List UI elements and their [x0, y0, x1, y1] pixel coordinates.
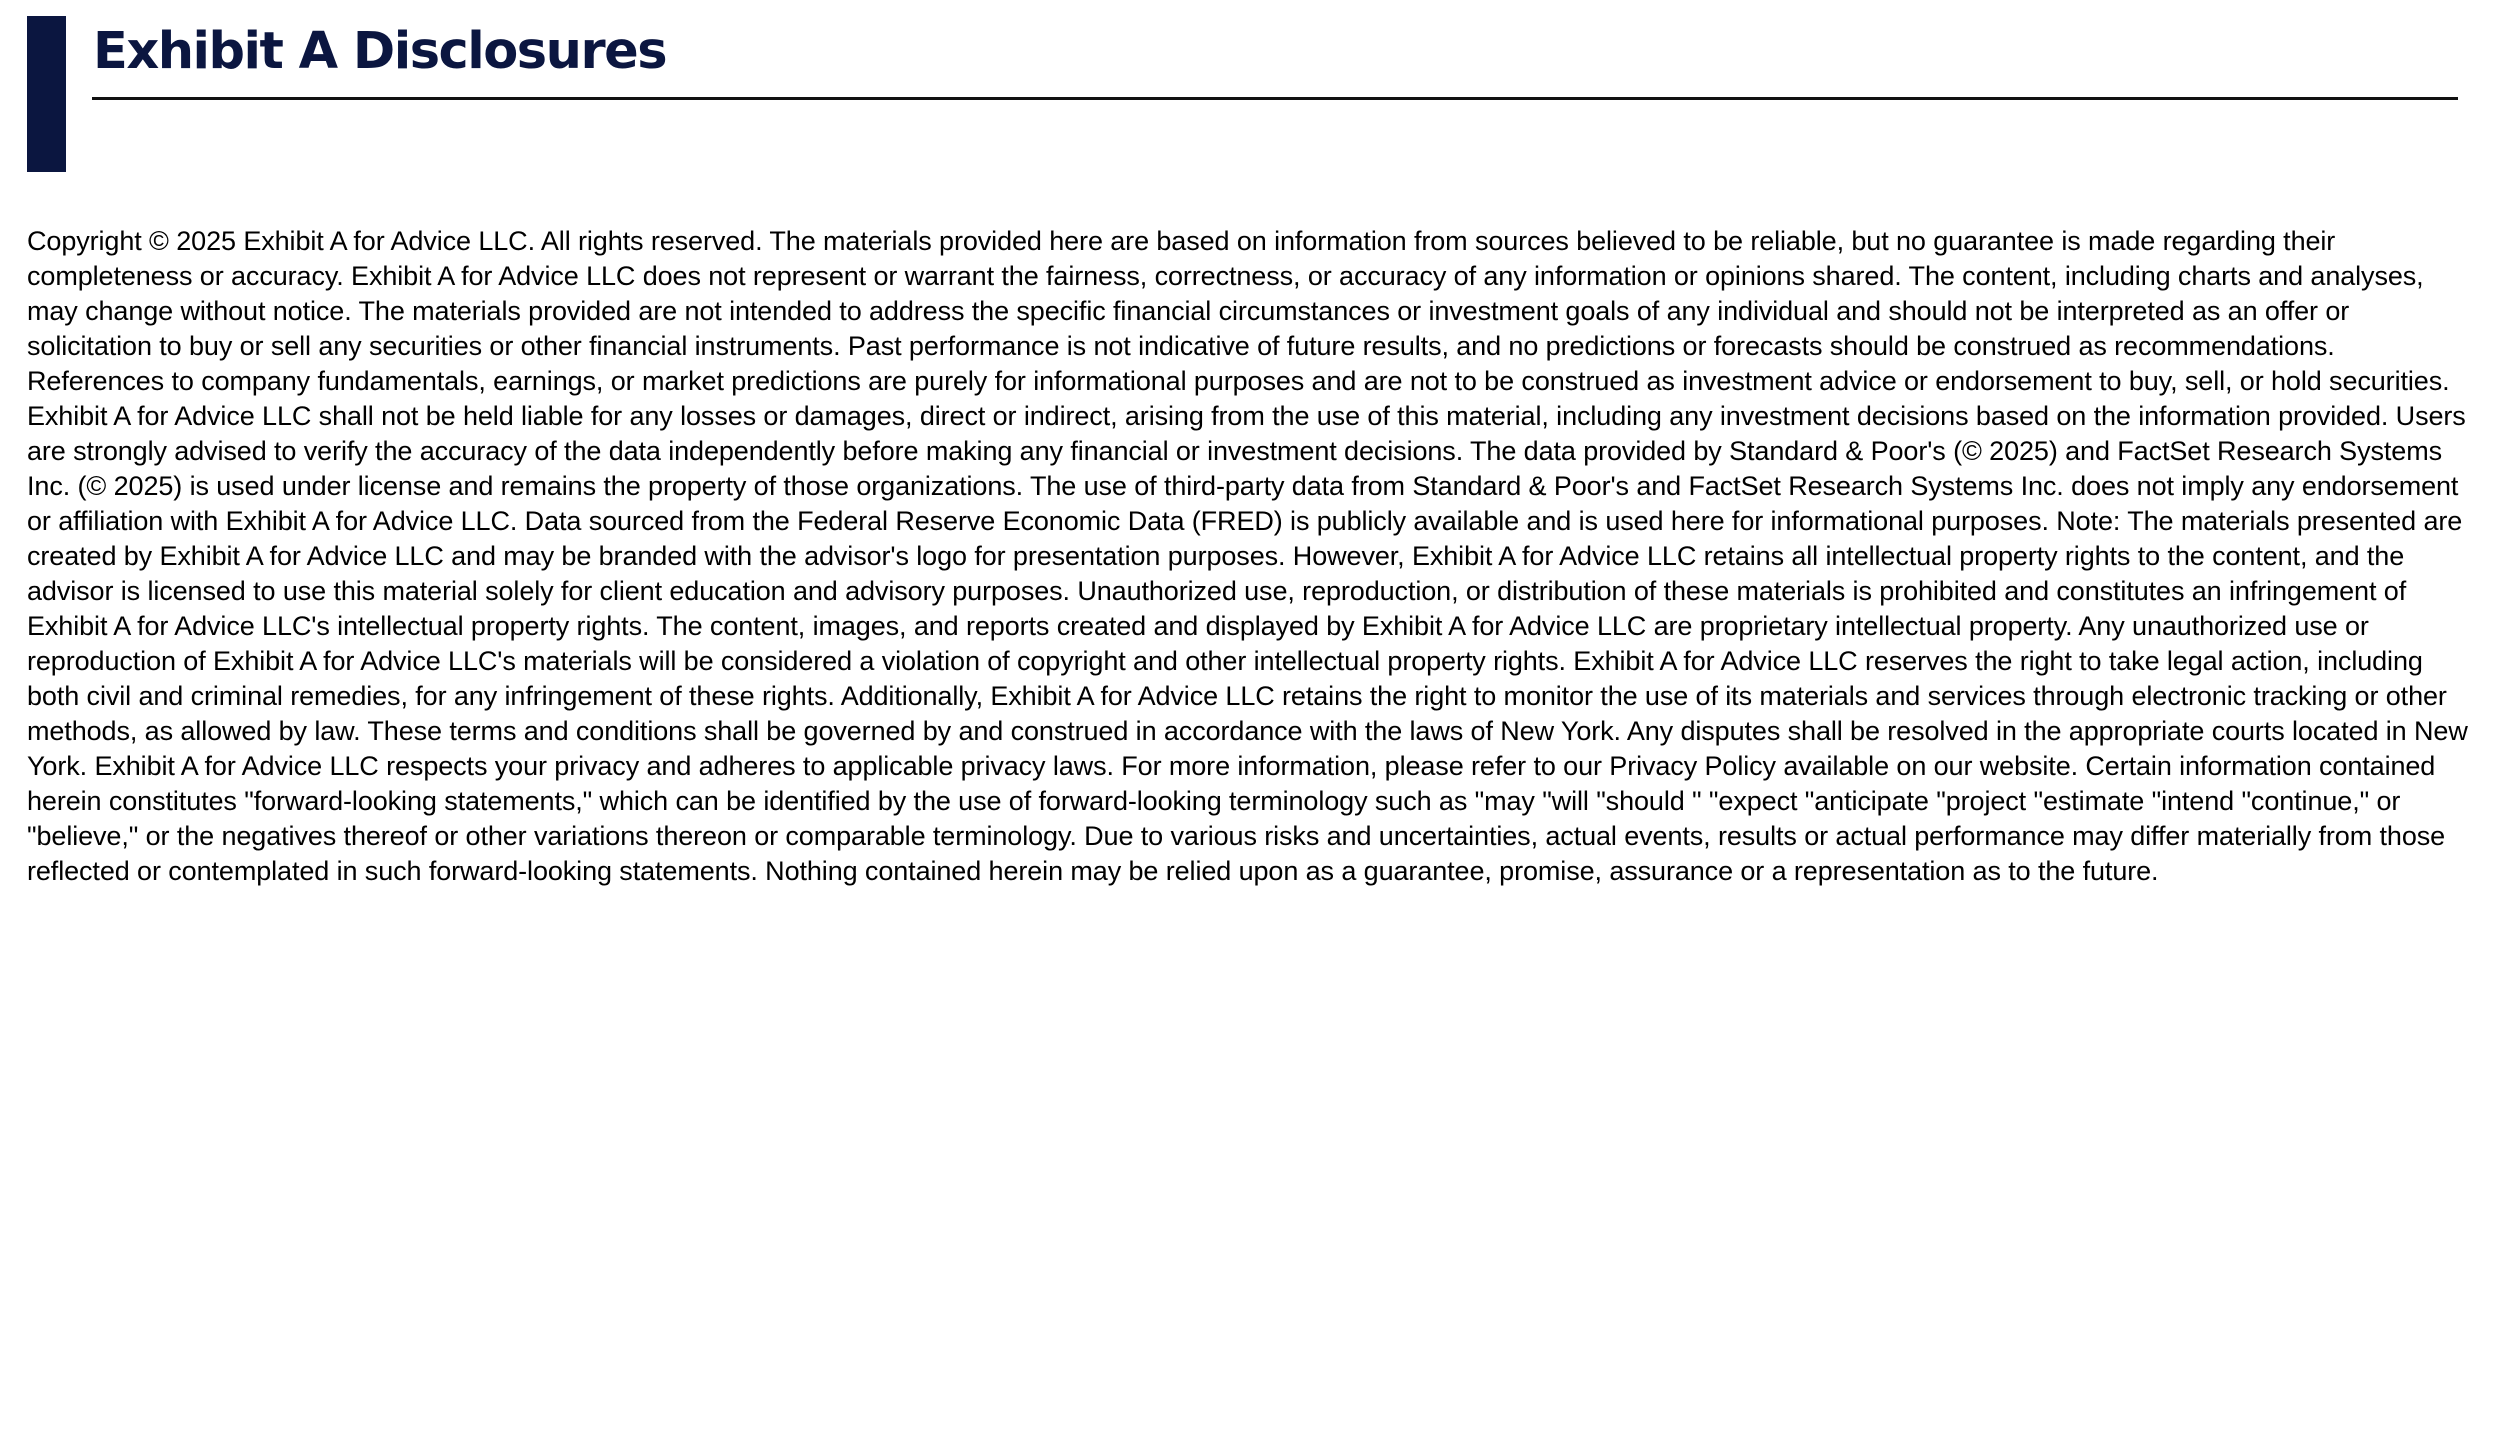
title-underline-divider	[92, 97, 2458, 100]
disclosure-text: Copyright © 2025 Exhibit A for Advice LLC. All rights reserved. The materials provided here are based on information from sources believed to be reliable, but no guarantee is made regarding their completeness or accuracy. Exhibit A for Advice LLC does not represent or warrant the fairness, correctness, or accuracy of any information or opinions shared. The content, including charts and analyses, may change without notice. The materials provided are not intended to address the specific financial circumstances or investment goals of any individual and should not be interpreted as an offer or solicitation to buy or sell any securities or other financial instruments. Past performance is not indicative of future results, and no predictions or forecasts should be construed as recommendations. References to company fundamentals, earnings, or market predictions are purely for informational purposes and are not to be construed as investment advice or endorsement to buy, sell, or hold securities. Exhibit A for Advice LLC shall not be held liable for any losses or damages, direct or indirect, arising from the use of this material, including any investment decisions based on the information provided. Users are strongly advised to verify the accuracy of the data independently before making any financial or investment decisions. The data provided by Standard & Poor's (© 2025) and FactSet Research Systems Inc. (© 2025) is used under license and remains the property of those organizations. The use of third-party data from Standard & Poor's and FactSet Research Systems Inc. does not imply any endorsement or affiliation with Exhibit A for Advice LLC. Data sourced from the Federal Reserve Economic Data (FRED) is publicly available and is used here for informational purposes. Note: The materials presented are created by Exhibit A for Advice LLC and may be branded with the advisor's logo for presentation purposes. However, Exhibit A for Advice LLC retains all intellectual property rights to the content, and the advisor is licensed to use this material solely for client education and advisory purposes. Unauthorized use, reproduction, or distribution of these materials is prohibited and constitutes an infringement of Exhibit A for Advice LLC's intellectual property rights. The content, images, and reports created and displayed by Exhibit A for Advice LLC are proprietary intellectual property. Any unauthorized use or reproduction of Exhibit A for Advice LLC's materials will be considered a violation of copyright and other intellectual property rights. Exhibit A for Advice LLC reserves the right to take legal action, including both civil and criminal remedies, for any infringement of these rights. Additionally, Exhibit A for Advice LLC retains the right to monitor the use of its materials and services through electronic tracking or other methods, as allowed by law. These terms and conditions shall be governed by and construed in accordance with the laws of New York. Any disputes shall be resolved in the appropriate courts located in New York. Exhibit A for Advice LLC respects your privacy and adheres to applicable privacy laws. For more information, please refer to our Privacy Policy available on our website. Certain information contained herein constitutes "forward-looking statements," which can be identified by the use of forward-looking terminology such as "may "will "should " "expect "anticipate "project "estimate "intend "continue," or "believe," or the negatives thereof or other variations thereon or comparable terminology. Due to various risks and uncertainties, actual events, results or actual performance may differ materially from those reflected or contemplated in such forward-looking statements. Nothing contained herein may be relied upon as a guarantee, promise, assurance or a representation as to the future.	[27, 226, 2468, 886]
page-title: Exhibit A Disclosures	[93, 22, 667, 81]
title-accent-bar	[27, 16, 66, 172]
